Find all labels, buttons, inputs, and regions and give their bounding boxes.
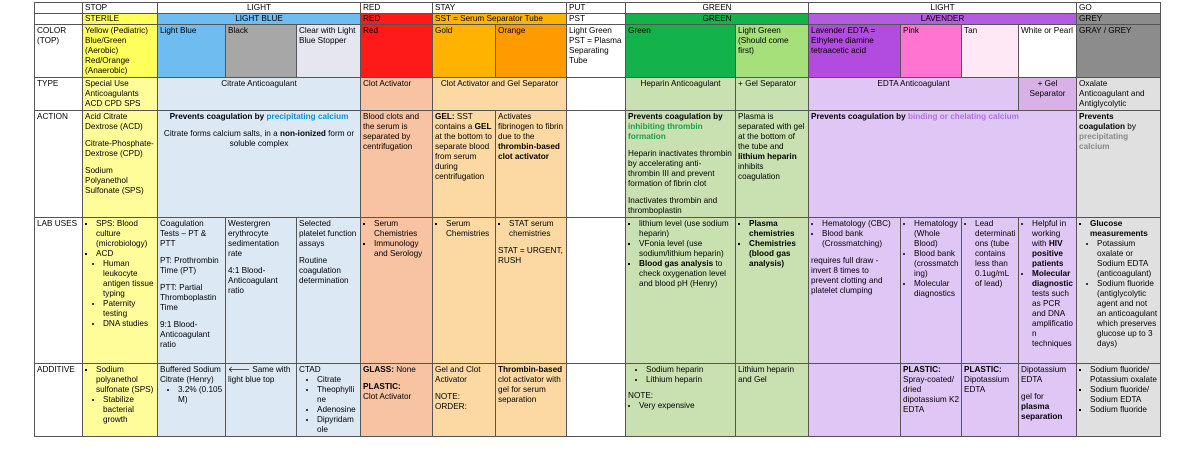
lab-serum: ▪ Serum Chemistries ▪ Immunology and Serology — [361, 218, 433, 364]
tube-order-table — [34, 2, 1161, 437]
lab-lavender: • Hematology (CBC) • Blood bank (Crossmatching) requires full draw - invert 8 times to prevent clotting and platelet clumping — [809, 218, 901, 364]
add-tan: PLASTIC: Dipotassium EDTA — [962, 364, 1019, 437]
lab-plasma: ▪ Plasma chemistries ▪ Chemistries (blood gas analysis) — [736, 218, 809, 364]
action-thrombin: Activates fibrinogen to fibrin due to the thrombin-based clot activator — [496, 111, 567, 218]
color-c7: Orange — [496, 25, 567, 78]
color-c13: Tan — [962, 25, 1019, 78]
lab-westergren: Westergren erythrocyte sedimentation rate 4:1 Blood-Anticoagulant ratio — [226, 218, 297, 364]
type-heparin: Heparin Anticoagulant — [626, 78, 736, 111]
lab-white: • Helpful in working with HIV positive patients • Molecular diagnostic tests such as PCR and DNA amplification techniques — [1019, 218, 1077, 364]
header-lavender: LAVENDER — [809, 14, 1077, 25]
color-c3: Black — [226, 25, 297, 78]
row-label-lab: LAB USES — [35, 218, 83, 364]
color-c6: Gold — [433, 25, 496, 78]
header-light: LIGHT — [158, 3, 361, 14]
add-citrate: Buffered Sodium Citrate (Henry) • 3.2% (0.105 M) — [158, 364, 226, 437]
lab-tan: • Lead determinations (tube contains less than 0.1ug/mL of lead) — [962, 218, 1019, 364]
row-additive — [35, 364, 1161, 437]
header-grey: GREY — [1077, 14, 1161, 25]
row-color — [35, 25, 1161, 78]
add-sps: ▪ Sodium polyanethol sulfonate (SPS) • Stabilize bacterial growth — [83, 364, 158, 437]
color-c15: GRAY / GREY — [1077, 25, 1161, 78]
color-c9: Green — [626, 25, 736, 78]
add-pink: PLASTIC: Spray-coated/ dried dipotassium K2 EDTA — [901, 364, 962, 437]
header-stay: STAY — [433, 3, 567, 14]
row-type — [35, 78, 1161, 111]
header-row-1 — [35, 3, 1161, 14]
add-lavender — [809, 364, 901, 437]
row-label-color: COLOR (TOP) — [35, 25, 83, 78]
add-fluoride: ▪ Sodium fluoride/ Potassium oxalate ▪ Sodium fluoride/ Sodium EDTA ▪ Sodium fluoride — [1077, 364, 1161, 437]
color-c12: Pink — [901, 25, 962, 78]
action-citrate: Prevents coagulation by precipitating calcium Citrate forms calcium salts, in a non-ionized form or soluble complex — [158, 111, 361, 218]
corner-cell — [35, 3, 83, 14]
header-light-2: LIGHT — [809, 3, 1077, 14]
row-lab — [35, 218, 1161, 364]
row-action — [35, 111, 1161, 218]
type-gel: + Gel Separator — [736, 78, 809, 111]
lab-glucose: ▪ Glucose measurements • Potassium oxalate or Sodium EDTA (anticoagulant) • Sodium fluoride (antiglycolytic agent and not an anticoagulant which preserves glucose up to 3 days) — [1077, 218, 1161, 364]
row-label-action: ACTION — [35, 111, 83, 218]
header-go: GO — [1077, 3, 1161, 14]
header-red: RED — [361, 3, 433, 14]
add-gold: Gel and Clot Activator NOTE: ORDER: — [433, 364, 496, 437]
lab-special: ▪ SPS: Blood culture (microbiology) ▪ ACD • Human leukocyte antigen tissue typing • Paternity testing • DNA studies — [83, 218, 158, 364]
color-c8: Light Green PST = Plasma Separating Tube — [567, 25, 626, 78]
lab-heparin: ▪ lithium level (use sodium heparin) ▪ VFonia level (use sodium/lithium heparin) ▪ Blood gas analysis to check oxygenation level and blood pH (Henry) — [626, 218, 736, 364]
header-row-2 — [35, 14, 1161, 25]
type-oxalate: Oxalate Anticoagulant and Antiglycolytic — [1077, 78, 1161, 111]
color-c4: Clear with Light Blue Stopper — [297, 25, 361, 78]
action-heparin: Prevents coagulation by inhibiting thrombin formation Heparin inactivates thrombin by accelerating anti-thrombin III and prevent formation of fibrin clot Inactivates thrombin and thromboplastin — [626, 111, 736, 218]
action-clot: Blood clots and the serum is separated by centrifugation — [361, 111, 433, 218]
action-glycolytic: Prevents coagulation by precipitating calcium — [1077, 111, 1161, 218]
type-special: Special Use Anticoagulants ACD CPD SPS — [83, 78, 158, 111]
lab-stat: ▪ STAT serum chemistries STAT = URGENT, RUSH — [496, 218, 567, 364]
color-c5: Red — [361, 25, 433, 78]
color-c1: Yellow (Pediatric) Blue/Green (Aerobic) Red/Orange (Anaerobic) — [83, 25, 158, 78]
header-sterile: STERILE — [83, 14, 158, 25]
action-plasma: Plasma is separated with gel at the bottom of the tube and lithium heparin inhibits coagulation — [736, 111, 809, 218]
add-lithium-gel: Lithium heparin and Gel — [736, 364, 809, 437]
type-edta: EDTA Anticoagulant — [809, 78, 1019, 111]
type-clot: Clot Activator — [361, 78, 433, 111]
header-pst: PST — [567, 14, 626, 25]
type-sst: Clot Activator and Gel Separator — [433, 78, 567, 111]
row-label-additive: ADDITIVE — [35, 364, 83, 437]
add-glass: GLASS: None PLASTIC: Clot Activator — [361, 364, 433, 437]
type-citrate: Citrate Anticoagulant — [158, 78, 361, 111]
header-put: PUT — [567, 3, 626, 14]
add-thrombin: Thrombin-based clot activator with gel for serum separation — [496, 364, 567, 437]
add-heparin: • Sodium heparin • Lithium heparin NOTE: • Very expensive — [626, 364, 736, 437]
add-black: 🡐 Same with light blue top — [226, 364, 297, 437]
header-red-2: RED — [361, 14, 433, 25]
add-ctad: CTAD • Citrate • Theophylline • Adenosine • Dipyridamole — [297, 364, 361, 437]
color-c2: Light Blue — [158, 25, 226, 78]
color-c11: Lavender EDTA = Ethylene diamine tetraacetic acid — [809, 25, 901, 78]
row-label-type: TYPE — [35, 78, 83, 111]
color-c14: White or Pearl — [1019, 25, 1077, 78]
lab-gold: ▪ Serum Chemistries — [433, 218, 496, 364]
header-stop: STOP — [83, 3, 158, 14]
lab-coag: Coagulation Tests – PT & PTT PT: Prothrombin Time (PT) PTT: Partial Thromboplastin Time 9:1 Blood-Anticoagulant ratio — [158, 218, 226, 364]
header-sst: SST = Serum Separator Tube — [433, 14, 567, 25]
lab-pink: • Hematology (Whole Blood) • Blood bank (crossmatching) • Molecular diagnostics — [901, 218, 962, 364]
action-gel: GEL: SST contains a GEL at the bottom to separate blood from serum during centrifugation — [433, 111, 496, 218]
color-c10: Light Green (Should come first) — [736, 25, 809, 78]
header-green: GREEN — [626, 3, 809, 14]
header-green-2: GREEN — [626, 14, 809, 25]
action-edta: Prevents coagulation by binding or chelating calcium — [809, 111, 1077, 218]
add-white: Dipotassium EDTA gel for plasma separation — [1019, 364, 1077, 437]
header-lightblue: LIGHT BLUE — [158, 14, 361, 25]
action-special: Acid Citrate Dextrose (ACD) Citrate-Phosphate-Dextrose (CPD) Sodium Polyanethol Sulfonate (SPS) — [83, 111, 158, 218]
lab-platelet: Selected platelet function assays Routine coagulation determination — [297, 218, 361, 364]
type-gel-2: + Gel Separator — [1019, 78, 1077, 111]
